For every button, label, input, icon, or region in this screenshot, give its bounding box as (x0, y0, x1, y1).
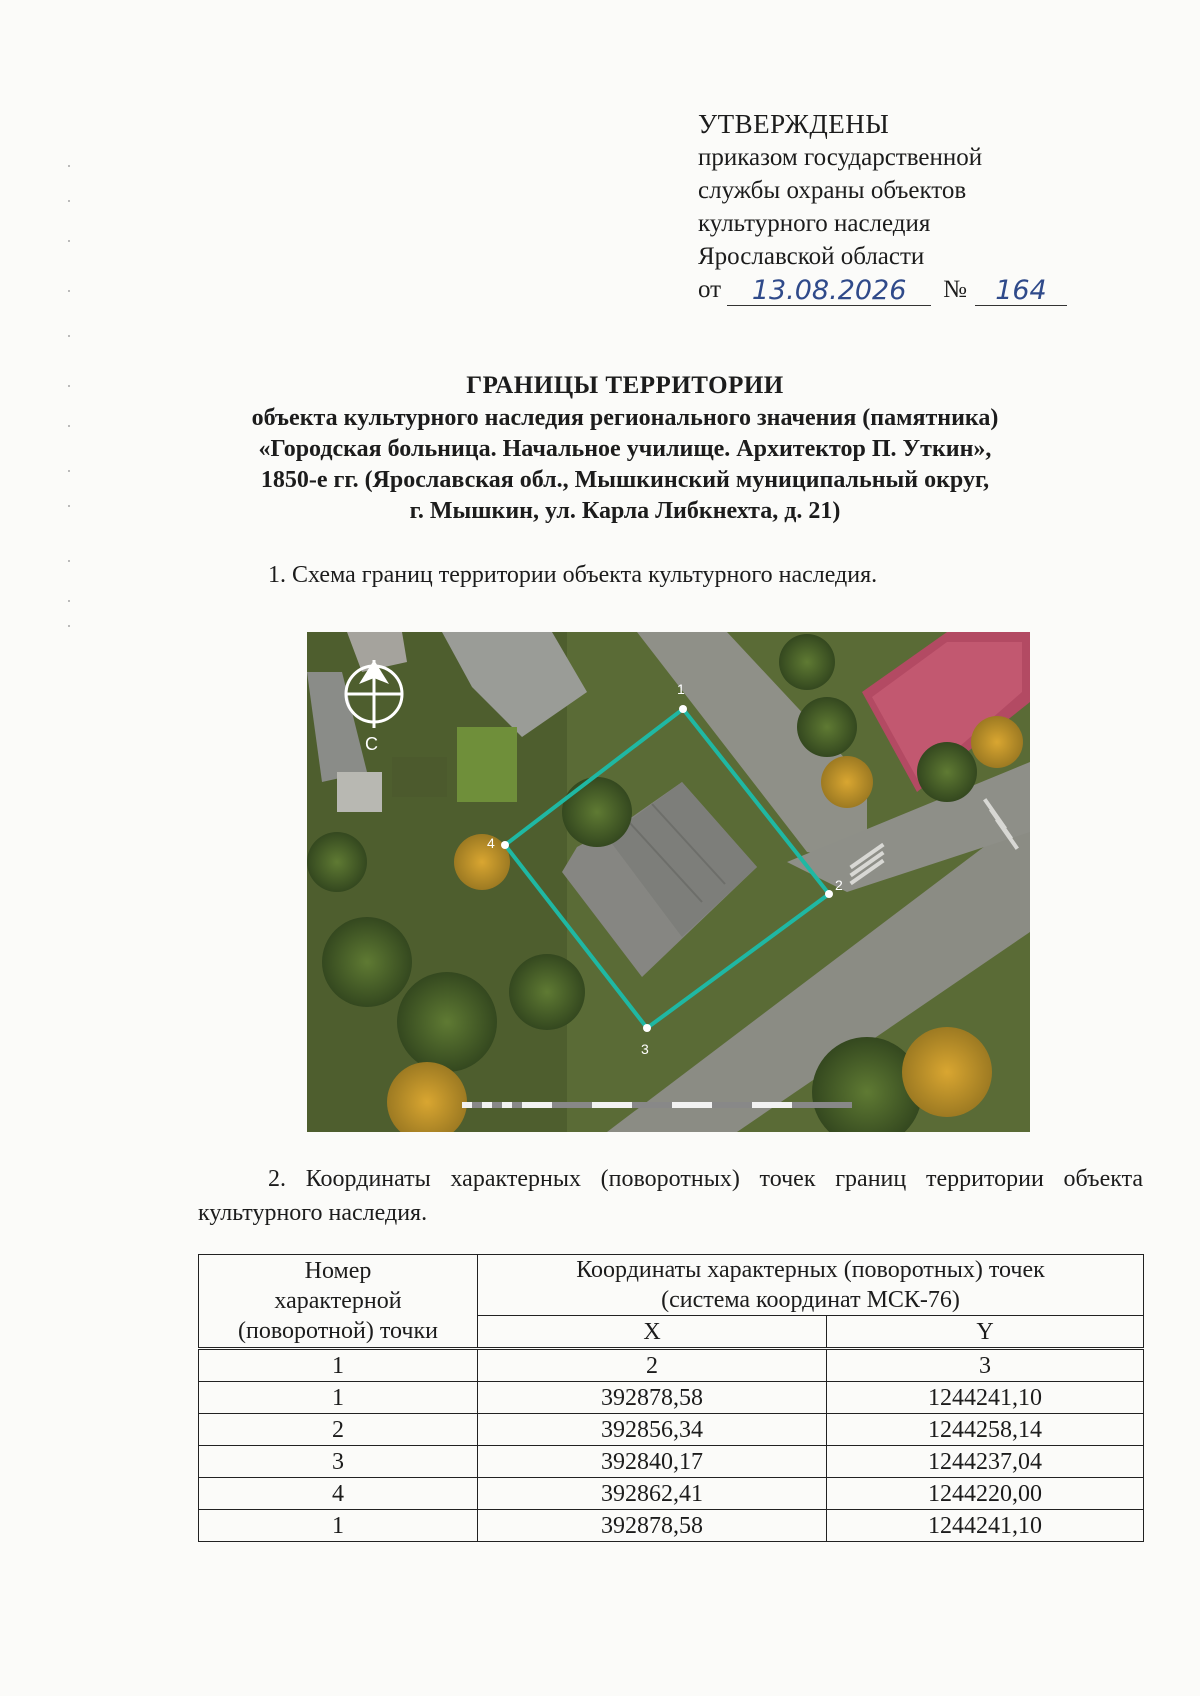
point-label: 3 (641, 1041, 649, 1057)
table-cell: 392862,41 (478, 1478, 827, 1510)
table-cell: 392878,58 (478, 1382, 827, 1414)
header-point-cell: Номер характерной (поворотной) точки (199, 1255, 478, 1349)
coordinates-table (198, 1254, 1144, 1542)
order-date-line (698, 273, 1067, 306)
table-row (199, 1446, 1144, 1478)
compass-letter: С (365, 734, 378, 754)
header-y-cell: Y (827, 1316, 1144, 1349)
document-heading (150, 370, 1100, 527)
heading-line: «Городская больница. Начальное училище. Архитектор П. Уткин», (258, 436, 992, 462)
header-coords-cell: Координаты характерных (поворотных) точек (система координат МСК-76) (478, 1255, 1144, 1316)
approval-line: Ярославской области (698, 243, 925, 270)
table-cell: 3 (199, 1446, 478, 1478)
aerial-map (307, 632, 1030, 1132)
point-label: 4 (487, 835, 495, 851)
table-cell: 1 (199, 1349, 478, 1382)
point-label: 2 (835, 877, 843, 893)
approval-line: культурного наследия (698, 210, 931, 237)
aerial-map-image (307, 632, 1030, 1132)
table-cell: 2 (478, 1349, 827, 1382)
order-number: 164 (975, 277, 1067, 306)
column-number-row (199, 1349, 1144, 1382)
section-1-title: 1. Схема границ территории объекта культурного наследия. (268, 562, 878, 588)
order-date: 13.08.2026 (727, 277, 931, 306)
table-cell: 392878,58 (478, 1510, 827, 1542)
table-cell: 1244241,10 (827, 1382, 1144, 1414)
approval-title: УТВЕРЖДЕНЫ (698, 109, 890, 139)
table-cell: 3 (827, 1349, 1144, 1382)
table-row (199, 1478, 1144, 1510)
heading-line: 1850-е гг. (Ярославская обл., Мышкинский муниципальный округ, (260, 467, 990, 493)
heading-title: ГРАНИЦЫ ТЕРРИТОРИИ (466, 372, 784, 399)
table-row (199, 1414, 1144, 1446)
header-x-cell: X (478, 1316, 827, 1349)
table-row (199, 1510, 1144, 1542)
table-cell: 1 (199, 1510, 478, 1542)
table-cell: 1244237,04 (827, 1446, 1144, 1478)
table-cell: 1244258,14 (827, 1414, 1144, 1446)
heading-line: объекта культурного наследия регионального значения (памятника) (251, 405, 999, 431)
approval-line: службы охраны объектов (698, 177, 967, 204)
table-cell: 4 (199, 1478, 478, 1510)
table-cell: 1244220,00 (827, 1478, 1144, 1510)
section-2-title: 2. Координаты характерных (поворотных) точек границ территории объекта культурного наследия. (198, 1166, 1143, 1226)
table-header-row (199, 1255, 1144, 1316)
table-cell: 392856,34 (478, 1414, 827, 1446)
table-cell: 392840,17 (478, 1446, 827, 1478)
heading-line: г. Мышкин, ул. Карла Либкнехта, д. 21) (409, 498, 841, 524)
number-prefix: № (943, 276, 967, 303)
date-prefix: от (698, 276, 722, 303)
approval-block (698, 108, 1067, 306)
point-label: 1 (677, 681, 685, 697)
table-cell: 2 (199, 1414, 478, 1446)
table-row (199, 1382, 1144, 1414)
table-cell: 1 (199, 1382, 478, 1414)
table-cell: 1244241,10 (827, 1510, 1144, 1542)
approval-line: приказом государственной (698, 144, 983, 171)
